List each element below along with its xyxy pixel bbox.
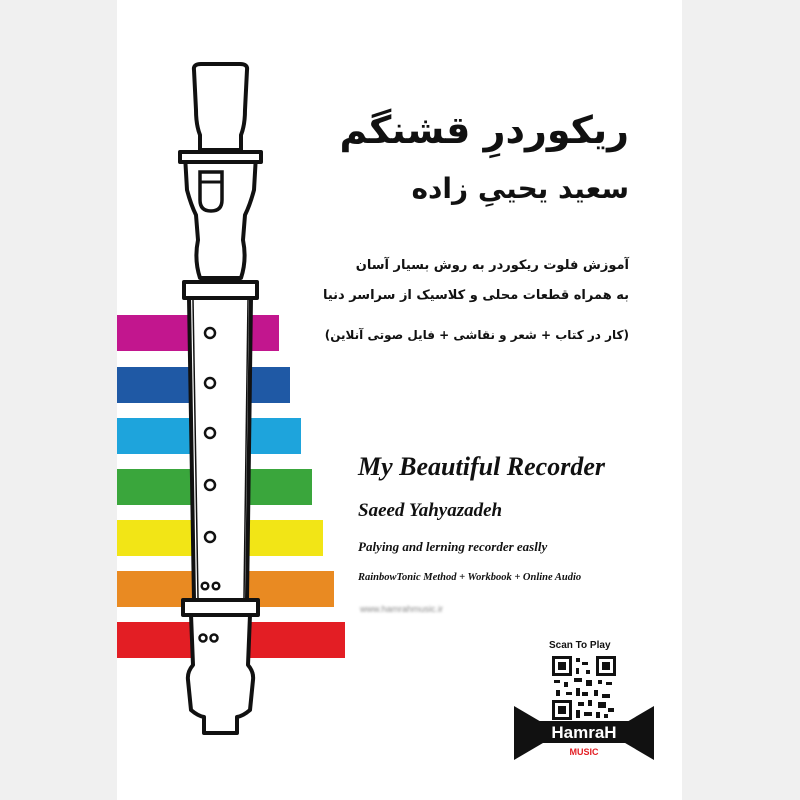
finger-hole xyxy=(205,532,215,542)
finger-hole xyxy=(205,328,215,338)
finger-hole xyxy=(205,480,215,490)
finger-hole xyxy=(213,583,220,590)
persian-description-line-1: آموزش فلوت ریکوردر به روش بسیار آسان xyxy=(355,258,629,273)
persian-author: سعید یحییِ زاده xyxy=(411,172,629,205)
finger-hole xyxy=(202,583,209,590)
book-cover xyxy=(117,0,682,800)
english-method-line: RainbowTonic Method + Workbook + Online Audio xyxy=(358,572,582,583)
scan-label: Scan To Play xyxy=(549,640,611,651)
english-subtitle: Palying and lerning recorder easlly xyxy=(358,539,548,554)
persian-description-line-3: (کار در کتاب + شعر و نقاشی + فایل صوتی آنلاین) xyxy=(324,328,629,342)
website-url-text: www.hamrahmusic.ir xyxy=(360,604,444,614)
finger-hole xyxy=(205,378,215,388)
svg-text:HamraH: HamraH xyxy=(551,723,617,742)
finger-hole xyxy=(205,428,215,438)
english-title: My Beautiful Recorder xyxy=(358,452,605,481)
website-url[interactable] xyxy=(360,597,444,614)
persian-description-line-2: به همراه قطعات محلی و کلاسیک از سراسر دنیا xyxy=(322,288,629,303)
svg-text:MUSIC: MUSIC xyxy=(569,747,599,757)
hamrah-music-logo xyxy=(514,706,654,760)
recorder-illustration xyxy=(117,0,317,800)
english-author: Saeed Yahyazadeh xyxy=(358,500,503,521)
persian-title: ریکوردرِ قشنگم xyxy=(339,108,629,152)
finger-hole xyxy=(211,635,218,642)
finger-hole xyxy=(200,635,207,642)
